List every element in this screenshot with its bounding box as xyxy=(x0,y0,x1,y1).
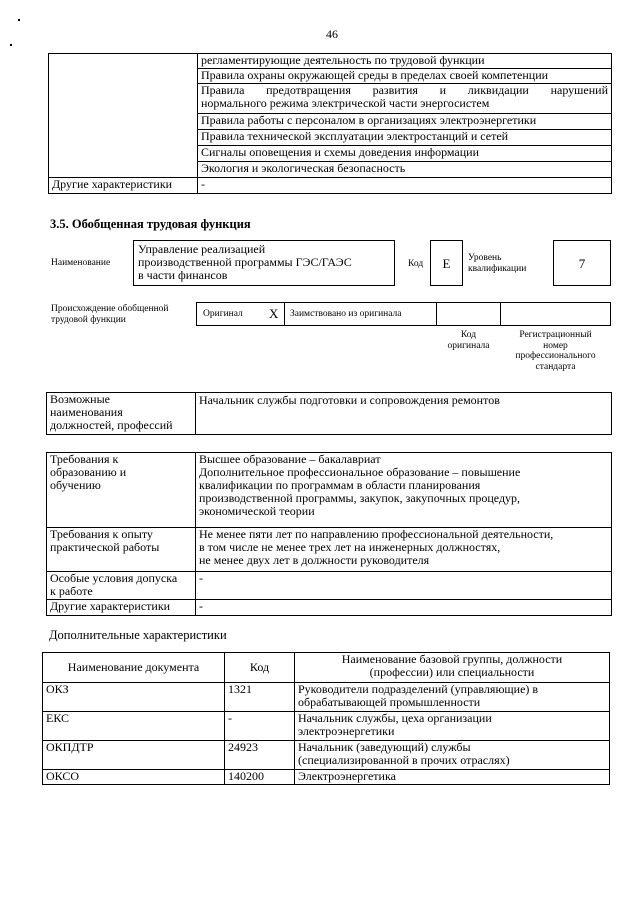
positions-label: Возможные наименования должностей, профессий xyxy=(47,393,196,435)
special-conditions-value: - xyxy=(196,572,612,600)
empty-label-cell xyxy=(49,54,198,178)
other-characteristics-label: Другие характеристики xyxy=(47,600,196,616)
code-value-box: E xyxy=(430,240,463,286)
header-code: Код xyxy=(225,653,295,683)
row-code: 140200 xyxy=(225,770,295,785)
requirements-table xyxy=(46,452,612,616)
original-mark: X xyxy=(269,306,279,321)
other-characteristics-value: - xyxy=(196,600,612,616)
code-original-caption: Код оригинала xyxy=(447,330,490,351)
reg-number-caption: Регистрационный номер профессионального стандарта xyxy=(515,330,596,372)
knowledge-row: Сигналы оповещения и схемы доведения информации xyxy=(198,146,612,162)
row-code: 1321 xyxy=(225,683,295,712)
positions-value: Начальник службы подготовки и сопровождения ремонтов xyxy=(196,393,612,435)
other-characteristics-label: Другие характеристики xyxy=(49,178,198,194)
additional-table xyxy=(42,652,610,785)
origin-code-cell xyxy=(436,302,501,326)
origin-label: Происхождение обобщенной трудовой функции xyxy=(51,304,169,325)
row-code: 24923 xyxy=(225,741,295,770)
positions-table xyxy=(46,392,612,435)
origin-reg-number-cell xyxy=(500,302,611,326)
knowledge-row: регламентирующие деятельность по трудовой функции xyxy=(198,54,612,69)
code-label: Код xyxy=(408,259,424,269)
header-name: Наименование базовой группы, должности (профессии) или специальности xyxy=(295,653,610,683)
knowledge-row: Правила технической эксплуатации электростанций и сетей xyxy=(198,130,612,146)
education-label: Требования к образованию и обучению xyxy=(47,453,196,528)
table-row xyxy=(43,683,610,712)
level-label: Уровень квалификации xyxy=(468,253,527,274)
knowledge-row: Правила работы с персоналом в организациях электроэнергетики xyxy=(198,114,612,130)
knowledge-row: Правила охраны окружающей среды в пределах своей компетенции xyxy=(198,69,612,84)
row-name: Руководители подразделений (управляющие) в обрабатывающей промышленности xyxy=(295,683,610,712)
top-knowledge-table xyxy=(48,53,612,194)
row-doc: ОКПДТР xyxy=(43,741,225,770)
page-number: 46 xyxy=(326,27,338,41)
row-doc: ОКСО xyxy=(43,770,225,785)
experience-value: Не менее пяти лет по направлению профессиональной деятельности, в том числе не менее трех лет на инженерных должностях, не менее двух лет в должности руководителя xyxy=(196,528,612,572)
knowledge-row: Правила предотвращения развития и ликвидации нарушений нормального режима электрической части энергосистем xyxy=(198,84,612,114)
row-doc: ОКЗ xyxy=(43,683,225,712)
name-value-box: Управление реализацией производственной программы ГЭС/ГАЭС в части финансов xyxy=(133,240,395,286)
name-label: Наименование xyxy=(51,258,111,268)
origin-original-cell: Оригинал X xyxy=(196,302,285,326)
header-doc: Наименование документа xyxy=(43,653,225,683)
origin-borrowed-cell: Заимствовано из оригинала xyxy=(284,302,437,326)
experience-label: Требования к опыту практической работы xyxy=(47,528,196,572)
section-heading: 3.5. Обобщенная трудовая функция xyxy=(50,217,251,231)
scan-speck xyxy=(10,44,12,46)
other-characteristics-value: - xyxy=(198,178,612,194)
row-doc: ЕКС xyxy=(43,712,225,741)
table-row xyxy=(43,770,610,785)
row-code: - xyxy=(225,712,295,741)
row-name: Электроэнергетика xyxy=(295,770,610,785)
education-value: Высшее образование – бакалавриат Дополнительное профессиональное образование – повышение квалификации по программам в области планирования производственной программы, закупок, закупочных процедур, экономической теории xyxy=(196,453,612,528)
knowledge-row: Экология и экологическая безопасность xyxy=(198,162,612,178)
special-conditions-label: Особые условия допуска к работе xyxy=(47,572,196,600)
additional-title: Дополнительные характеристики xyxy=(49,628,227,642)
table-row xyxy=(43,712,610,741)
scan-speck xyxy=(18,19,20,21)
level-value-box: 7 xyxy=(553,240,611,286)
table-row xyxy=(43,741,610,770)
row-name: Начальник (заведующий) службы (специализированной в прочих отраслях) xyxy=(295,741,610,770)
row-name: Начальник службы, цеха организации электроэнергетики xyxy=(295,712,610,741)
